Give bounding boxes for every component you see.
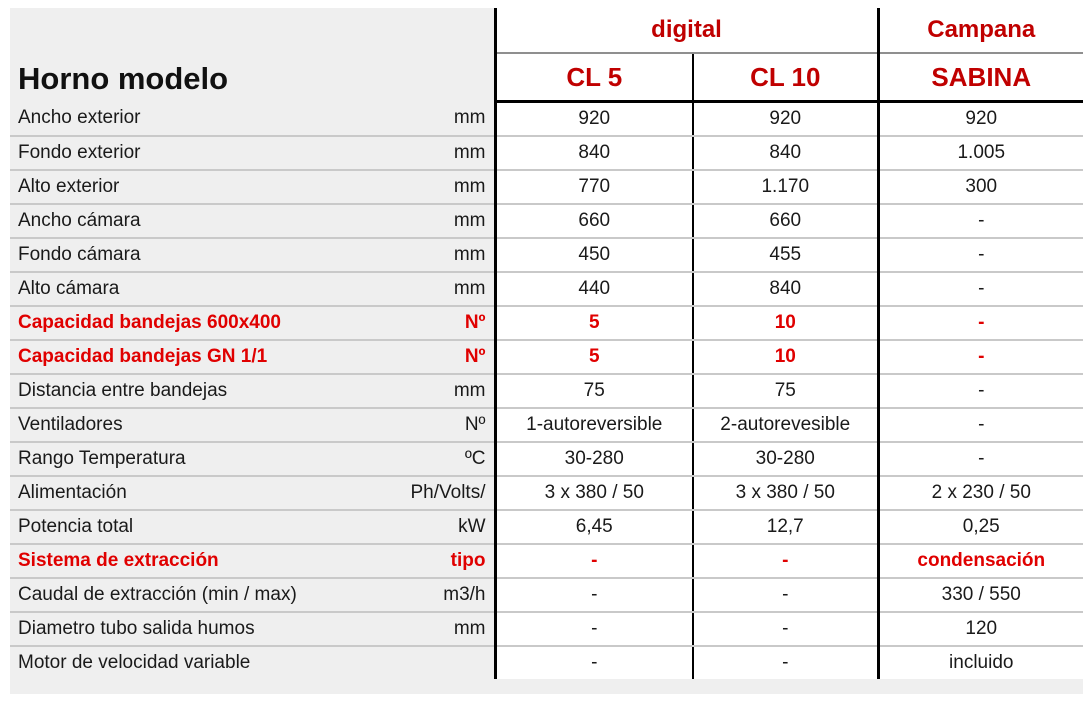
value-cl10: 920: [693, 102, 878, 137]
value-cl10: 10: [693, 340, 878, 374]
spec-unit: tipo: [450, 550, 486, 571]
value-sabina: -: [878, 442, 1083, 476]
spec-label: Motor de velocidad variable: [18, 652, 251, 673]
spec-label-cell: [10, 476, 495, 510]
value-cl10: -: [693, 544, 878, 578]
spec-unit: mm: [453, 380, 486, 401]
value-sabina: 330 / 550: [878, 578, 1083, 612]
spec-unit: mm: [453, 142, 486, 163]
value-cl10: -: [693, 646, 878, 679]
value-sabina: -: [878, 238, 1083, 272]
spec-label-cell: [10, 442, 495, 476]
spec-row: [10, 204, 1083, 238]
value-sabina: -: [878, 306, 1083, 340]
spec-label: Ancho exterior: [18, 107, 141, 129]
spec-row: [10, 170, 1083, 204]
value-cl10: 840: [693, 272, 878, 306]
spec-label: Caudal de extracción (min / max): [18, 584, 297, 605]
spec-row: [10, 374, 1083, 408]
value-cl5: 840: [495, 136, 693, 170]
spec-label-cell: [10, 204, 495, 238]
value-cl5: -: [495, 578, 693, 612]
spec-table-container: [10, 8, 1083, 694]
spec-label-cell: [10, 102, 495, 137]
spec-unit: mm: [453, 618, 486, 639]
spec-row: [10, 476, 1083, 510]
value-cl5: 440: [495, 272, 693, 306]
spec-unit: mm: [453, 176, 486, 197]
value-sabina: -: [878, 408, 1083, 442]
value-cl5: 30-280: [495, 442, 693, 476]
group-header-row: [10, 8, 1083, 53]
spec-unit: Nº: [464, 346, 486, 367]
spec-label-cell: [10, 374, 495, 408]
spec-row: [10, 578, 1083, 612]
spec-label: Capacidad bandejas 600x400: [18, 312, 281, 333]
spec-row: [10, 646, 1083, 679]
spec-label: Fondo exterior: [18, 142, 141, 163]
value-cl5: 450: [495, 238, 693, 272]
spec-label: Sistema de extracción: [18, 550, 219, 571]
spec-label: Alto cámara: [18, 278, 120, 299]
spec-label: Fondo cámara: [18, 244, 141, 265]
spec-label-cell: [10, 340, 495, 374]
value-cl5: 920: [495, 102, 693, 137]
value-sabina: 120: [878, 612, 1083, 646]
table-title: Horno modelo: [10, 8, 495, 102]
group-header-campana: Campana: [878, 8, 1083, 53]
spec-label-cell: [10, 408, 495, 442]
spec-row: [10, 238, 1083, 272]
spec-label-cell: [10, 646, 495, 679]
spec-row: [10, 544, 1083, 578]
value-cl5: 6,45: [495, 510, 693, 544]
value-cl10: -: [693, 612, 878, 646]
group-header-digital: digital: [495, 8, 878, 53]
spec-label-cell: [10, 612, 495, 646]
spec-unit: mm: [453, 244, 486, 265]
spec-label-cell: [10, 136, 495, 170]
value-cl5: -: [495, 612, 693, 646]
spec-unit: Nº: [464, 312, 486, 333]
spec-label: Alto exterior: [18, 176, 120, 197]
spec-row: [10, 442, 1083, 476]
value-sabina: -: [878, 374, 1083, 408]
spec-table: [10, 8, 1083, 679]
value-sabina: 0,25: [878, 510, 1083, 544]
value-cl10: 10: [693, 306, 878, 340]
value-cl10: -: [693, 578, 878, 612]
value-cl10: 455: [693, 238, 878, 272]
spec-label-cell: [10, 238, 495, 272]
spec-row: [10, 306, 1083, 340]
spec-unit: m3/h: [443, 584, 486, 605]
spec-row: [10, 136, 1083, 170]
value-cl10: 660: [693, 204, 878, 238]
model-header-sabina: SABINA: [878, 53, 1083, 102]
spec-unit: kW: [458, 516, 486, 537]
spec-row: [10, 510, 1083, 544]
spec-rows: [10, 102, 1083, 680]
value-sabina: condensación: [878, 544, 1083, 578]
spec-row: [10, 408, 1083, 442]
spec-unit: mm: [453, 107, 486, 129]
spec-label: Diametro tubo salida humos: [18, 618, 255, 639]
model-header-cl10: CL 10: [693, 53, 878, 102]
spec-label-cell: [10, 170, 495, 204]
spec-label: Potencia total: [18, 516, 134, 537]
value-cl5: -: [495, 646, 693, 679]
value-cl5: 5: [495, 306, 693, 340]
spec-label: Ancho cámara: [18, 210, 141, 231]
model-header-cl5: CL 5: [495, 53, 693, 102]
value-cl5: 1-autoreversible: [495, 408, 693, 442]
spec-row: [10, 102, 1083, 137]
value-cl5: 660: [495, 204, 693, 238]
spec-label-cell: [10, 272, 495, 306]
value-cl5: 5: [495, 340, 693, 374]
spec-label: Ventiladores: [18, 414, 123, 435]
value-cl10: 75: [693, 374, 878, 408]
value-sabina: -: [878, 272, 1083, 306]
value-sabina: 2 x 230 / 50: [878, 476, 1083, 510]
value-sabina: -: [878, 204, 1083, 238]
value-cl5: 3 x 380 / 50: [495, 476, 693, 510]
spec-unit: mm: [453, 210, 486, 231]
value-cl10: 30-280: [693, 442, 878, 476]
spec-label: Capacidad bandejas GN 1/1: [18, 346, 268, 367]
spec-row: [10, 612, 1083, 646]
value-cl5: 770: [495, 170, 693, 204]
value-cl5: -: [495, 544, 693, 578]
spec-label: Rango Temperatura: [18, 448, 186, 469]
value-sabina: 300: [878, 170, 1083, 204]
value-cl10: 3 x 380 / 50: [693, 476, 878, 510]
value-cl10: 12,7: [693, 510, 878, 544]
spec-label: Alimentación: [18, 482, 127, 503]
value-sabina: 920: [878, 102, 1083, 137]
spec-unit: ºC: [464, 448, 486, 469]
value-cl10: 1.170: [693, 170, 878, 204]
spec-label: Distancia entre bandejas: [18, 380, 228, 401]
value-cl10: 2-autorevesible: [693, 408, 878, 442]
spec-row: [10, 340, 1083, 374]
value-cl10: 840: [693, 136, 878, 170]
spec-label-cell: [10, 578, 495, 612]
spec-row: [10, 272, 1083, 306]
spec-label-cell: [10, 544, 495, 578]
spec-label-cell: [10, 510, 495, 544]
spec-unit: Nº: [464, 414, 486, 435]
value-sabina: incluido: [878, 646, 1083, 679]
value-sabina: 1.005: [878, 136, 1083, 170]
spec-label-cell: [10, 306, 495, 340]
spec-unit: mm: [453, 278, 486, 299]
value-cl5: 75: [495, 374, 693, 408]
spec-unit: Ph/Volts/: [410, 482, 486, 503]
value-sabina: -: [878, 340, 1083, 374]
